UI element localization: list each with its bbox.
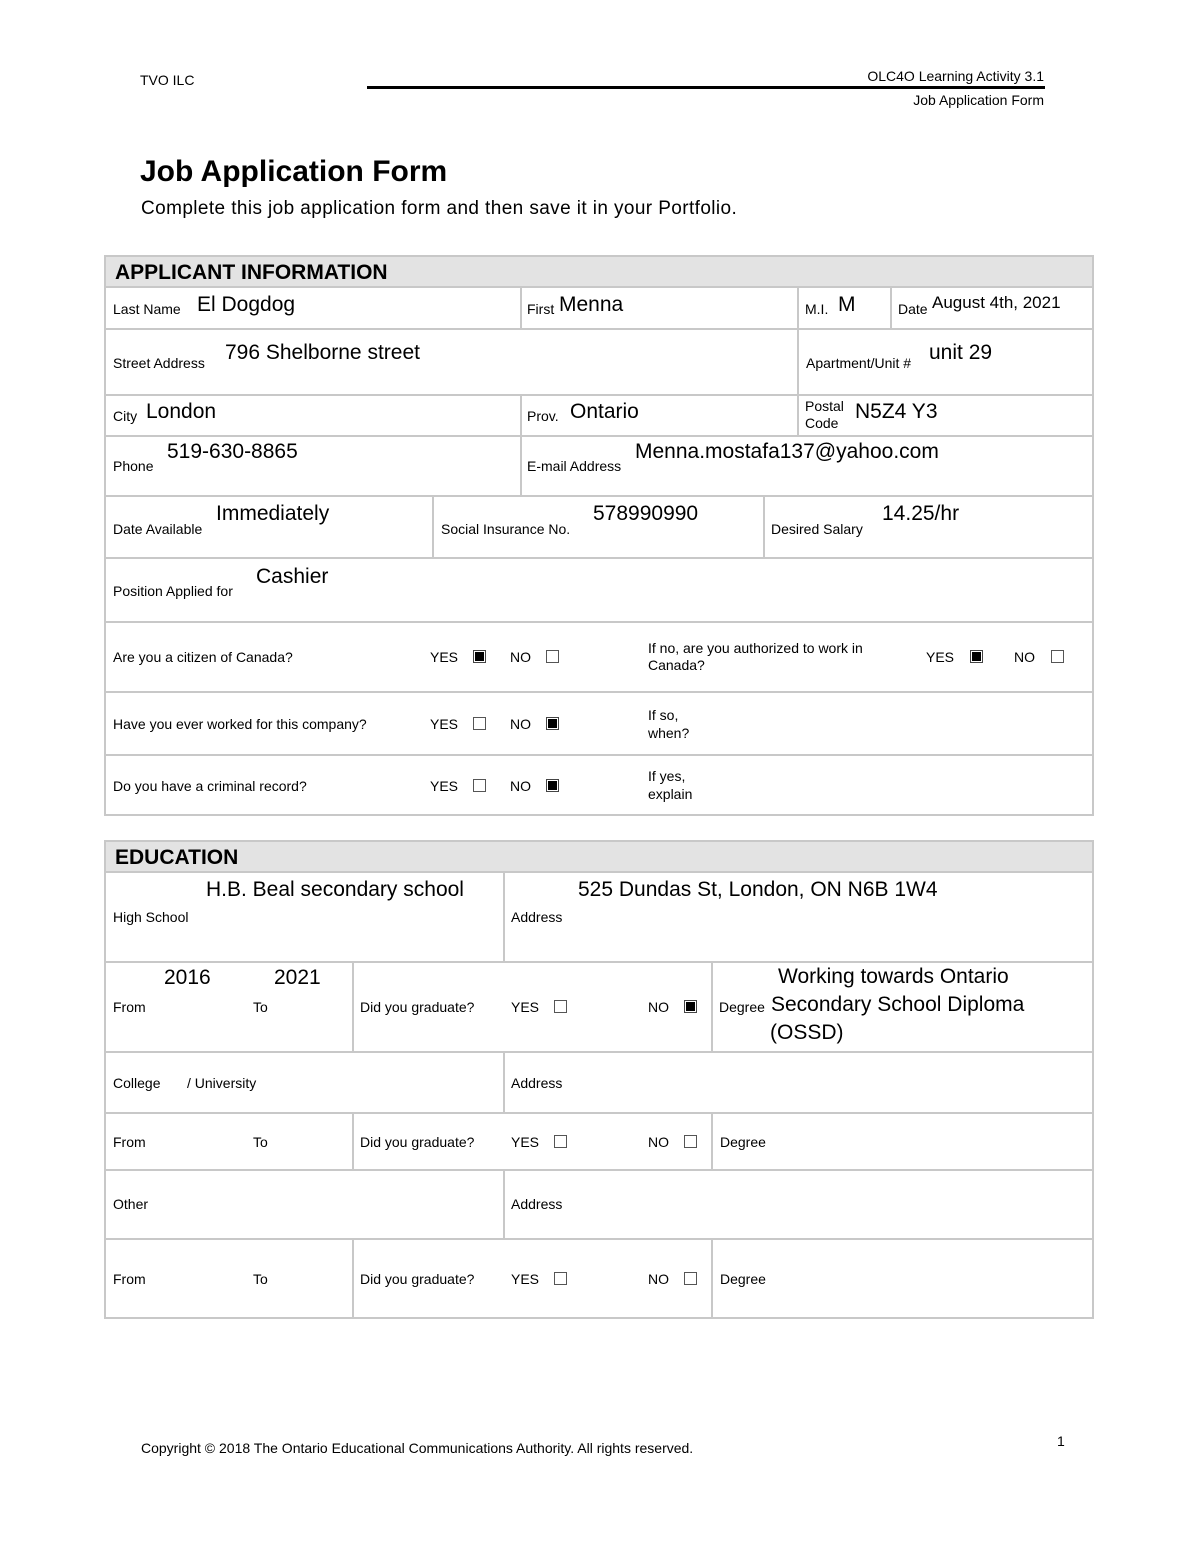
header-left: TVO ILC — [140, 72, 195, 88]
phone-label: Phone — [113, 458, 154, 474]
other-to-label: To — [253, 1271, 268, 1287]
header-right-top: OLC4O Learning Activity 3.1 — [867, 68, 1044, 84]
mi-field[interactable]: M — [838, 293, 856, 316]
worked-row — [106, 692, 1092, 756]
last-name-field[interactable]: El Dogdog — [197, 293, 296, 316]
apt-label: Apartment/Unit # — [806, 355, 912, 371]
date-label: Date — [898, 301, 928, 317]
other-row — [106, 1170, 1092, 1240]
sin-field[interactable]: 578990990 — [593, 502, 699, 525]
hs-degree-line-1[interactable]: Working towards Ontario — [778, 965, 1009, 988]
ifyes-label-2: explain — [648, 786, 693, 802]
criminal-no-label: NO — [510, 778, 531, 794]
college-yes-label: YES — [511, 1134, 540, 1150]
citizen-question: Are you a citizen of Canada? — [113, 649, 293, 665]
other-address-label: Address — [511, 1196, 563, 1212]
hs-degree-line-3[interactable]: (OSSD) — [770, 1021, 844, 1044]
salary-field[interactable]: 14.25/hr — [882, 502, 960, 525]
position-label: Position Applied for — [113, 583, 233, 599]
applicant-heading: APPLICANT INFORMATION — [106, 257, 1092, 288]
other-grad-yes-checkbox[interactable] — [554, 1272, 567, 1285]
city-row — [106, 395, 1092, 437]
citizen-yes-label: YES — [430, 649, 459, 665]
other-graduate-question: Did you graduate? — [360, 1271, 475, 1287]
page-subtitle: Complete this job application form and then save it in your Portfolio. — [141, 198, 738, 219]
header-divider — [367, 86, 1045, 89]
citizen-row — [106, 622, 1092, 693]
hs-degree-line-2[interactable]: Secondary School Diploma — [771, 993, 1025, 1016]
university-label: / University — [187, 1075, 257, 1091]
college-to-label: To — [253, 1134, 268, 1150]
criminal-row — [106, 755, 1092, 816]
worked-yes-label: YES — [430, 716, 459, 732]
high-school-row — [106, 872, 1092, 963]
sin-label: Social Insurance No. — [441, 521, 571, 537]
authorized-question-2: Canada? — [648, 657, 705, 673]
authorized-no-label: NO — [1014, 649, 1035, 665]
hs-address-field[interactable]: 525 Dundas St, London, ON N6B 1W4 — [578, 878, 938, 901]
other-dates-row — [106, 1239, 1092, 1317]
hs-grad-yes-checkbox[interactable] — [554, 1000, 567, 1013]
criminal-no-checkbox[interactable] — [546, 779, 559, 792]
hs-dates-row — [106, 962, 1092, 1053]
college-from-label: From — [113, 1134, 146, 1150]
email-label: E-mail Address — [527, 458, 622, 474]
other-yes-label: YES — [511, 1271, 540, 1287]
first-name-label: First — [527, 301, 555, 317]
worked-question: Have you ever worked for this company? — [113, 716, 367, 732]
hs-no-label: NO — [648, 999, 669, 1015]
worked-yes-checkbox[interactable] — [473, 717, 486, 730]
authorized-no-checkbox[interactable] — [1051, 650, 1064, 663]
first-name-field[interactable]: Menna — [559, 293, 624, 316]
education-heading: EDUCATION — [106, 842, 1092, 873]
college-address-label: Address — [511, 1075, 563, 1091]
authorized-yes-label: YES — [926, 649, 955, 665]
header-right-bottom: Job Application Form — [913, 92, 1044, 108]
street-row — [106, 329, 1092, 396]
date-available-label: Date Available — [113, 521, 203, 537]
high-school-field[interactable]: H.B. Beal secondary school — [206, 878, 464, 901]
citizen-no-checkbox[interactable] — [546, 650, 559, 663]
phone-field[interactable]: 519-630-8865 — [167, 440, 298, 463]
other-from-label: From — [113, 1271, 146, 1287]
city-field[interactable]: London — [146, 400, 217, 423]
hs-from-label: From — [113, 999, 146, 1015]
postal-field[interactable]: N5Z4 Y3 — [855, 400, 938, 423]
college-degree-label: Degree — [720, 1134, 766, 1150]
hs-yes-label: YES — [511, 999, 540, 1015]
ifso-label-1: If so, — [648, 707, 679, 723]
city-label: City — [113, 408, 138, 424]
availability-row — [106, 496, 1092, 559]
street-field[interactable]: 796 Shelborne street — [225, 341, 420, 364]
street-label: Street Address — [113, 355, 205, 371]
criminal-question: Do you have a criminal record? — [113, 778, 307, 794]
college-no-label: NO — [648, 1134, 669, 1150]
position-field[interactable]: Cashier — [256, 565, 329, 588]
applicant-section — [104, 255, 1094, 816]
prov-label: Prov. — [527, 408, 559, 424]
hs-to-field[interactable]: 2021 — [274, 966, 321, 989]
criminal-yes-checkbox[interactable] — [473, 779, 486, 792]
copyright-footer: Copyright © 2018 The Ontario Educational Communications Authority. All rights reserved. — [141, 1440, 694, 1456]
college-dates-row — [106, 1113, 1092, 1171]
hs-grad-no-checkbox[interactable] — [684, 1000, 697, 1013]
other-label: Other — [113, 1196, 149, 1212]
worked-no-label: NO — [510, 716, 531, 732]
apt-field[interactable]: unit 29 — [929, 341, 993, 364]
prov-field[interactable]: Ontario — [570, 400, 639, 423]
hs-address-label: Address — [511, 909, 563, 925]
other-grad-no-checkbox[interactable] — [684, 1272, 697, 1285]
date-field[interactable]: August 4th, 2021 — [932, 293, 1061, 312]
name-row — [106, 288, 1092, 330]
citizen-yes-checkbox[interactable] — [473, 650, 486, 663]
high-school-label: High School — [113, 909, 189, 925]
other-degree-label: Degree — [720, 1271, 766, 1287]
salary-label: Desired Salary — [771, 521, 863, 537]
college-graduate-question: Did you graduate? — [360, 1134, 475, 1150]
authorized-yes-checkbox[interactable] — [970, 650, 983, 663]
postal-label-1: Postal — [805, 398, 844, 414]
ifyes-label-1: If yes, — [648, 768, 686, 784]
email-field[interactable]: Menna.mostafa137@yahoo.com — [635, 440, 939, 463]
college-label: College — [113, 1075, 161, 1091]
hs-from-field[interactable]: 2016 — [164, 966, 211, 989]
page-number: 1 — [1057, 1433, 1065, 1449]
college-grad-no-checkbox[interactable] — [684, 1135, 697, 1148]
hs-graduate-question: Did you graduate? — [360, 999, 475, 1015]
last-name-label: Last Name — [113, 301, 181, 317]
education-section — [104, 840, 1094, 1319]
hs-degree-label: Degree — [719, 999, 765, 1015]
ifso-label-2: when? — [648, 725, 690, 741]
date-available-field[interactable]: Immediately — [216, 502, 330, 525]
other-no-label: NO — [648, 1271, 669, 1287]
citizen-no-label: NO — [510, 649, 531, 665]
hs-to-label: To — [253, 999, 268, 1015]
college-row — [106, 1052, 1092, 1114]
authorized-question-1: If no, are you authorized to work in — [648, 640, 863, 656]
page-title: Job Application Form — [140, 155, 448, 188]
college-grad-yes-checkbox[interactable] — [554, 1135, 567, 1148]
postal-label-2: Code — [805, 415, 839, 431]
mi-label: M.I. — [805, 301, 829, 317]
worked-no-checkbox[interactable] — [546, 717, 559, 730]
criminal-yes-label: YES — [430, 778, 459, 794]
position-row — [106, 558, 1092, 623]
phone-row — [106, 436, 1092, 497]
